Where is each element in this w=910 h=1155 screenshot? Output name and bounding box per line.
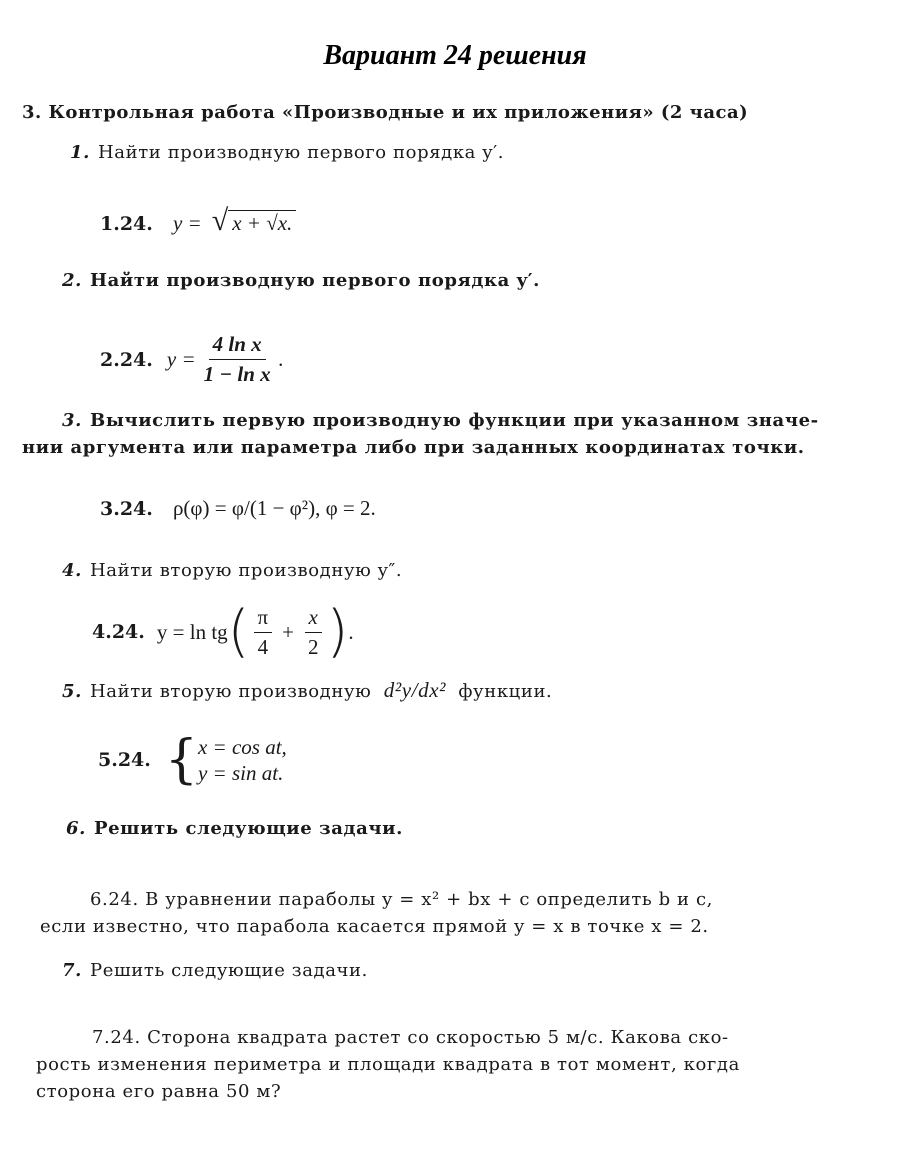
task-number: 4. bbox=[62, 560, 82, 581]
task-number: 2. bbox=[62, 270, 82, 291]
problem-text-line-3: сторона его равна 50 м? bbox=[36, 1081, 282, 1102]
section-header: 3. Контрольная работа «Производные и их приложения» (2 часа) bbox=[22, 102, 749, 123]
fraction-denominator: 4 bbox=[257, 634, 269, 659]
fraction-denominator: 1 − ln x bbox=[203, 362, 271, 386]
equation-2: y = sin at. bbox=[197, 761, 284, 785]
problem-label: 2.24. bbox=[100, 348, 153, 371]
plus-sign: + bbox=[282, 619, 294, 644]
problem-expression: ρ(φ) = φ/(1 − φ²), φ = 2. bbox=[172, 496, 376, 520]
task-text: Найти вторую производную y″. bbox=[90, 560, 403, 581]
task-number: 6. bbox=[66, 818, 86, 839]
task-2 bbox=[62, 270, 540, 291]
fraction bbox=[200, 332, 275, 387]
problem-7-24 bbox=[36, 1024, 851, 1105]
problem-lhs: y = ln tg bbox=[156, 619, 228, 644]
problem-label: 3.24. bbox=[100, 498, 153, 520]
left-paren-icon: ( bbox=[227, 599, 250, 664]
task-6 bbox=[66, 818, 403, 839]
task-text-line-1: Вычислить первую производную функции при указанном значе- bbox=[90, 410, 819, 431]
sqrt-argument: x + √x. bbox=[228, 210, 296, 235]
fraction-1 bbox=[254, 605, 273, 660]
equation-system bbox=[198, 734, 287, 786]
problem-label: 5.24. bbox=[98, 749, 151, 771]
task-number: 3. bbox=[62, 410, 82, 431]
task-text: Решить следующие задачи. bbox=[94, 818, 403, 839]
task-text: Найти производную первого порядка y′. bbox=[90, 270, 541, 291]
problem-2-24 bbox=[100, 332, 284, 387]
page-title: Вариант 24 решения bbox=[323, 40, 587, 71]
problem-text-line-1: 6.24. В уравнении параболы y = x² + bx + c определить b и c, bbox=[90, 889, 713, 910]
brace-icon: { bbox=[164, 730, 198, 790]
fraction-numerator: x bbox=[305, 605, 322, 633]
problem-1-24 bbox=[100, 204, 296, 238]
task-4 bbox=[62, 560, 402, 581]
task-5 bbox=[62, 678, 552, 703]
fraction-2 bbox=[304, 605, 323, 660]
problem-lhs: y = bbox=[172, 211, 202, 235]
period: . bbox=[348, 619, 354, 644]
problem-5-24 bbox=[98, 730, 287, 790]
problem-3-24 bbox=[100, 496, 376, 521]
right-paren-icon: ) bbox=[326, 599, 349, 664]
task-3 bbox=[22, 410, 842, 458]
task-text-end: функции. bbox=[458, 681, 553, 702]
problem-6-24 bbox=[40, 886, 855, 940]
task-number: 7. bbox=[62, 960, 82, 981]
problem-label: 1.24. bbox=[100, 213, 153, 235]
fraction-numerator: 4 ln x bbox=[209, 332, 266, 360]
period: . bbox=[278, 347, 284, 371]
task-7 bbox=[62, 960, 368, 981]
equation-1: x = cos at, bbox=[197, 735, 287, 759]
task-1 bbox=[70, 142, 504, 163]
fraction-numerator: π bbox=[254, 605, 273, 633]
task-text: Найти производную первого порядка y′. bbox=[98, 142, 505, 163]
derivative-expression: d²y/dx² bbox=[383, 678, 447, 702]
problem-lhs: y = bbox=[166, 347, 196, 371]
problem-text-line-1: 7.24. Сторона квадрата растет со скоростью 5 м/с. Какова ско- bbox=[92, 1027, 729, 1048]
problem-4-24 bbox=[92, 599, 354, 664]
task-text: Найти вторую производную bbox=[90, 681, 372, 702]
task-number: 5. bbox=[62, 681, 82, 702]
task-text-line-2: нии аргумента или параметра либо при заданных координатах точки. bbox=[22, 437, 805, 458]
task-text: Решить следующие задачи. bbox=[90, 960, 368, 981]
problem-label: 4.24. bbox=[92, 621, 145, 643]
sqrt-sign-icon: √ bbox=[211, 204, 229, 237]
task-number: 1. bbox=[70, 142, 90, 163]
problem-text-line-2: если известно, что парабола касается прямой y = x в точке x = 2. bbox=[40, 916, 709, 937]
problem-text-line-2: рость изменения периметра и площади квадрата в тот момент, когда bbox=[36, 1054, 740, 1075]
fraction-denominator: 2 bbox=[307, 634, 319, 659]
